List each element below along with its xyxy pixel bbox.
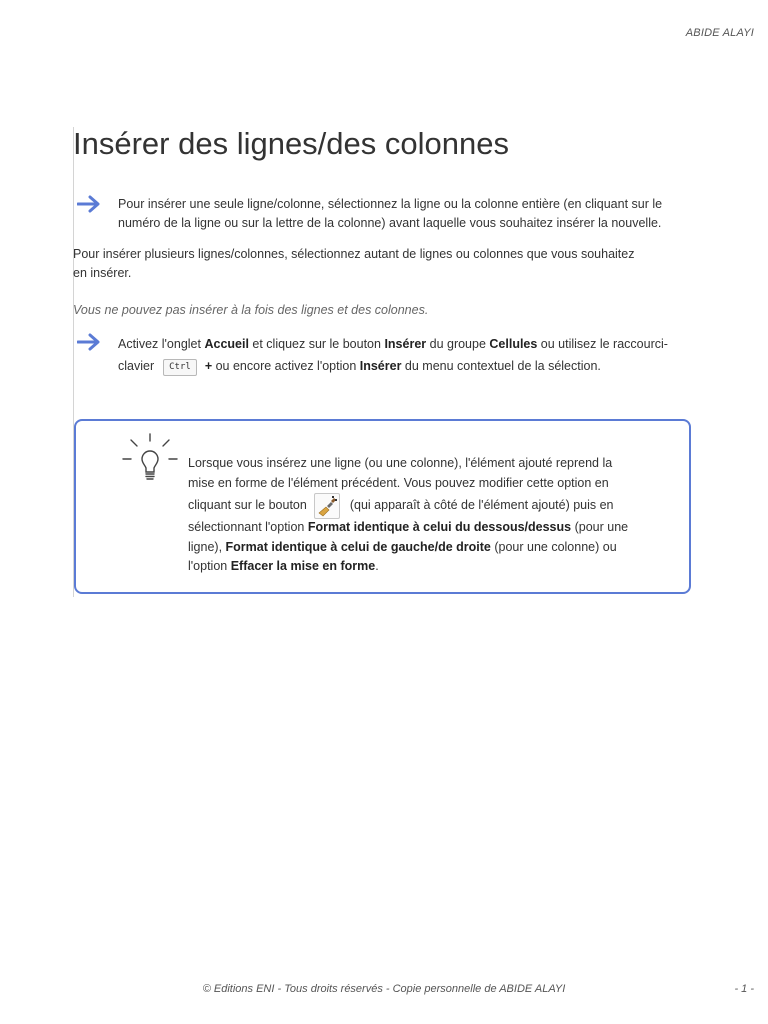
tip-line <box>188 518 650 538</box>
arrow-right-icon <box>77 195 101 213</box>
tip-line <box>188 557 650 577</box>
text-run: du menu contextuel de la sélection. <box>401 359 601 373</box>
text-run: cliquant sur le bouton <box>188 498 307 512</box>
bold-cellules: Cellules <box>489 337 538 351</box>
tip-text <box>188 454 650 577</box>
plus-sign: + <box>204 359 213 373</box>
text-run: (pour une colonne) ou <box>490 539 617 554</box>
tip-line-with-button <box>188 489 650 521</box>
header-user-name: ABIDE ALAYI <box>685 27 754 39</box>
lightbulb-icon <box>120 432 180 484</box>
paragraph-line: Pour insérer plusieurs lignes/colonnes, sélectionnez autant de lignes ou colonnes que vous souhaitez <box>73 247 635 261</box>
paragraph-line: en insérer. <box>73 266 132 280</box>
paintbrush-format-icon <box>315 494 339 518</box>
bold-format-dessous: Format identique à celui du dessous/dessus <box>307 520 572 534</box>
arrow-right-icon <box>77 333 101 351</box>
bullet-paragraph-single-insert: Pour insérer une seule ligne/colonne, sélectionnez la ligne ou la colonne entière (en cliquant sur le numéro de la ligne ou sur la lettre de la colonne) avant laquelle vous souhaitez insérer la nouvelle. <box>118 197 663 230</box>
footer-copyright: © Editions ENI - Tous droits réservés - Copie personnelle de ABIDE ALAYI <box>202 983 566 995</box>
text-run: ou encore activez l'option <box>212 359 360 373</box>
paragraph-multiple-insert <box>73 245 673 283</box>
bullet-paragraph-activate-tab <box>118 333 698 377</box>
text-run: ou utilisez le raccourci-clavier <box>118 337 668 373</box>
text-run: ligne), <box>188 539 226 554</box>
tip-line <box>188 538 650 558</box>
bold-accueil: Accueil <box>204 337 249 351</box>
tip-line: mise en forme de l'élément précédent. Vous pouvez modifier cette option en <box>188 475 609 490</box>
bold-inserer: Insérer <box>384 337 427 351</box>
text-run: l'option <box>188 559 231 573</box>
text-run: Activez l'onglet <box>118 337 205 351</box>
text-run: sélectionnant l'option <box>188 520 308 534</box>
italic-note: Vous ne pouvez pas insérer à la fois des lignes et des colonnes. <box>73 303 429 317</box>
bold-format-gauche: Format identique à celui de gauche/de droite <box>225 539 491 554</box>
tip-line: Lorsque vous insérez une ligne (ou une colonne), l'élément ajouté reprend la <box>188 456 613 470</box>
text-run: du groupe <box>426 337 490 351</box>
bold-inserer-option: Insérer <box>359 359 402 373</box>
text-run: (qui apparaît à côté de l'élément ajouté) puis en <box>349 498 614 512</box>
keyboard-key-ctrl: Ctrl <box>163 359 197 376</box>
page-number: - 1 - <box>734 983 754 995</box>
text-run: (pour une <box>571 520 629 534</box>
insert-options-button[interactable] <box>314 493 340 519</box>
text-run: et cliquez sur le bouton <box>248 337 385 351</box>
page-title: Insérer des lignes/des colonnes <box>73 126 509 161</box>
bold-effacer: Effacer la mise en forme <box>230 559 376 573</box>
text-run: . <box>375 559 379 573</box>
